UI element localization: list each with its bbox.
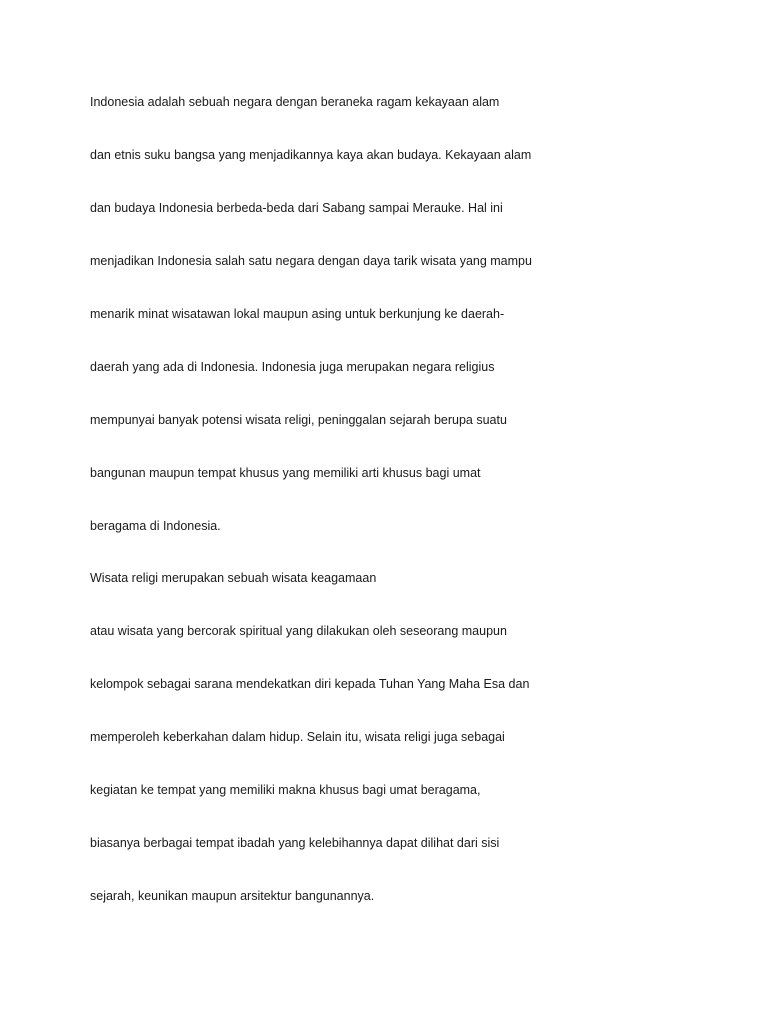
text-line: daerah yang ada di Indonesia. Indonesia juga merupakan negara religius <box>90 360 495 374</box>
text-line: mempunyai banyak potensi wisata religi, peninggalan sejarah berupa suatu <box>90 413 507 427</box>
text-line: menarik minat wisatawan lokal maupun asing untuk berkunjung ke daerah- <box>90 307 505 321</box>
text-line: kegiatan ke tempat yang memiliki makna khusus bagi umat beragama, <box>90 783 481 797</box>
text-line: beragama di Indonesia. <box>90 519 221 533</box>
text-line: biasanya berbagai tempat ibadah yang kelebihannya dapat dilihat dari sisi <box>90 836 500 850</box>
text-line: sejarah, keunikan maupun arsitektur bangunannya. <box>90 889 375 903</box>
text-line: Wisata religi merupakan sebuah wisata keagamaan <box>90 571 377 585</box>
text-line: bangunan maupun tempat khusus yang memiliki arti khusus bagi umat <box>90 466 481 480</box>
text-line: dan budaya Indonesia berbeda-beda dari Sabang sampai Merauke. Hal ini <box>90 201 503 215</box>
text-line: atau wisata yang bercorak spiritual yang dilakukan oleh seseorang maupun <box>90 624 507 638</box>
text-line: menjadikan Indonesia salah satu negara dengan daya tarik wisata yang mampu <box>90 254 532 268</box>
text-line: Indonesia adalah sebuah negara dengan beraneka ragam kekayaan alam <box>90 95 500 109</box>
text-line: kelompok sebagai sarana mendekatkan diri kepada Tuhan Yang Maha Esa dan <box>90 677 530 691</box>
text-line: dan etnis suku bangsa yang menjadikannya kaya akan budaya. Kekayaan alam <box>90 148 532 162</box>
text-line: memperoleh keberkahan dalam hidup. Selain itu, wisata religi juga sebagai <box>90 730 505 744</box>
